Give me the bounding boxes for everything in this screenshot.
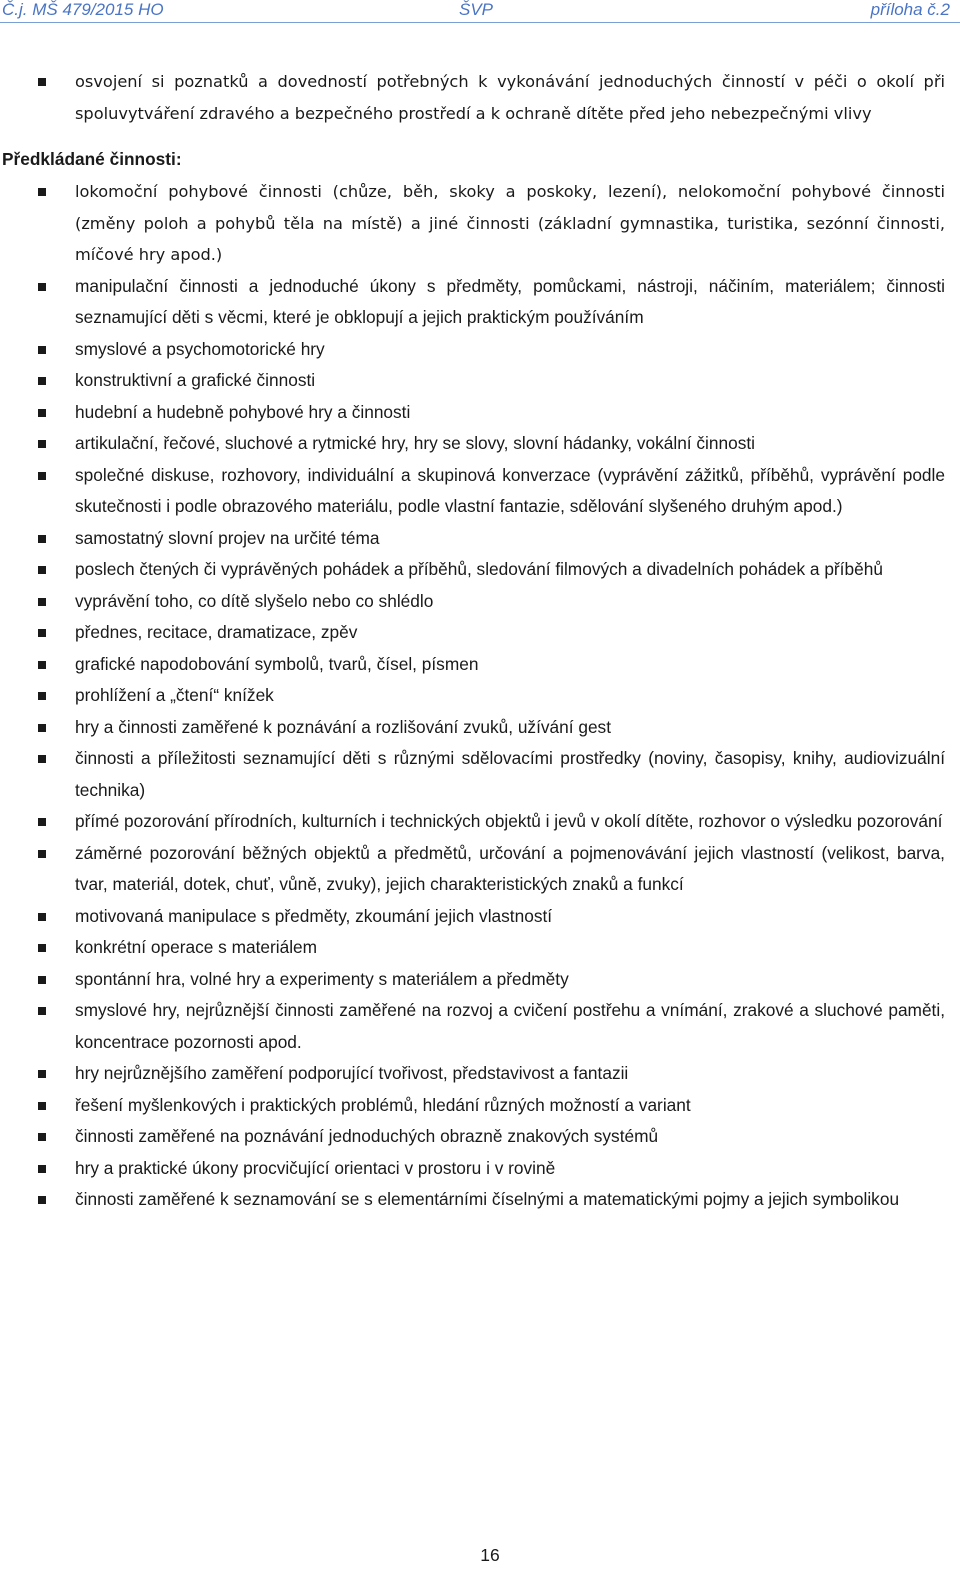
list-item	[0, 397, 945, 429]
square-bullet-icon	[38, 850, 46, 858]
square-bullet-icon	[38, 472, 46, 480]
square-bullet-icon	[38, 724, 46, 732]
list-item-text: činnosti zaměřené na poznávání jednoduchých obrazně znakových systémů	[75, 1126, 659, 1146]
list-item	[0, 1090, 945, 1122]
square-bullet-icon	[38, 346, 46, 354]
list-item-text: osvojení si poznatků a dovedností potřebných k vykonávání jednoduchých činností v péči o okolí při spoluvytváření zdravého a bezpečného prostředí a k ochraně dítěte před jeho nebezpečnými vlivy	[75, 72, 945, 123]
square-bullet-icon	[38, 913, 46, 921]
list-item-text: činnosti zaměřené k seznamování se s elementárními číselnými a matematickými pojmy a jejich symbolikou	[75, 1189, 900, 1209]
list-item	[0, 428, 945, 460]
list-item	[0, 838, 945, 901]
list-item-text: smyslové a psychomotorické hry	[75, 338, 325, 359]
square-bullet-icon	[38, 535, 46, 543]
square-bullet-icon	[38, 598, 46, 606]
list-item	[0, 680, 945, 712]
header-document-code: ŠVP	[459, 0, 494, 19]
square-bullet-icon	[38, 1196, 46, 1204]
list-item	[0, 554, 945, 586]
list-item-text: hudební a hudebně pohybové hry a činnosti	[75, 401, 411, 422]
section-heading: Předkládané činnosti:	[2, 149, 182, 169]
list-item-text: přímé pozorování přírodních, kulturních i technických objektů i jevů v okolí dítěte, rozhovor o výsledku pozorování	[75, 811, 943, 831]
list-item-text: vyprávění toho, co dítě slyšelo nebo co shlédlo	[75, 590, 434, 611]
square-bullet-icon	[38, 944, 46, 952]
page-header	[0, 0, 960, 23]
square-bullet-icon	[38, 692, 46, 700]
square-bullet-icon	[38, 409, 46, 417]
list-item-text: konkrétní operace s materiálem	[75, 937, 318, 957]
list-item	[0, 712, 945, 744]
square-bullet-icon	[38, 566, 46, 574]
list-item-text: řešení myšlenkových i praktických problémů, hledání různých možností a variant	[75, 1094, 691, 1115]
list-item	[0, 649, 945, 681]
list-item-text: činnosti a příležitosti seznamující děti s různými sdělovacími prostředky (noviny, časopisy, knihy, audiovizuální technika)	[75, 748, 945, 800]
activities-list	[0, 176, 960, 1216]
list-item	[0, 806, 945, 838]
list-item-text: lokomoční pohybové činnosti (chůze, běh, skoky a poskoky, lezení), nelokomoční pohybové činnosti (změny poloh a pohybů těla na místě) a jiné činnosti (základní gymnastika, turistika, sezónní činnosti, míčové hry apod.)	[75, 182, 945, 264]
list-item-text: hry nejrůznějšího zaměření podporující tvořivost, představivost a fantazii	[75, 1063, 629, 1083]
square-bullet-icon	[38, 78, 46, 86]
square-bullet-icon	[38, 1007, 46, 1015]
list-item	[0, 932, 945, 964]
list-item-text: artikulační, řečové, sluchové a rytmické hry, hry se slovy, slovní hádanky, vokální činnosti	[75, 433, 756, 453]
goals-list	[0, 66, 960, 129]
page-number: 16	[480, 1545, 500, 1565]
list-item	[0, 617, 945, 649]
header-reference: Č.j. MŠ 479/2015 HO	[2, 0, 164, 19]
list-item	[0, 66, 945, 129]
square-bullet-icon	[38, 377, 46, 385]
square-bullet-icon	[38, 629, 46, 637]
list-item-text: hry a praktické úkony procvičující orientaci v prostoru i v rovině	[75, 1157, 556, 1178]
list-item-text: samostatný slovní projev na určité téma	[75, 527, 380, 548]
list-item	[0, 586, 945, 618]
square-bullet-icon	[38, 440, 46, 448]
square-bullet-icon	[38, 1165, 46, 1173]
list-item	[0, 334, 945, 366]
list-item-text: poslech čtených či vyprávěných pohádek a příběhů, sledování filmových a divadelních pohádek a příběhů	[75, 559, 883, 579]
list-item-text: konstruktivní a grafické činnosti	[75, 370, 316, 390]
square-bullet-icon	[38, 283, 46, 291]
page-content	[0, 66, 960, 1216]
square-bullet-icon	[38, 818, 46, 826]
list-item	[0, 1121, 945, 1153]
list-item	[0, 460, 945, 523]
list-item	[0, 1184, 945, 1216]
list-item-text: motivovaná manipulace s předměty, zkoumání jejich vlastností	[75, 905, 553, 926]
list-item-text: přednes, recitace, dramatizace, zpěv	[75, 622, 358, 642]
square-bullet-icon	[38, 1133, 46, 1141]
list-item	[0, 523, 945, 555]
square-bullet-icon	[38, 661, 46, 669]
list-item	[0, 743, 945, 806]
list-item	[0, 995, 945, 1058]
square-bullet-icon	[38, 976, 46, 984]
square-bullet-icon	[38, 188, 46, 196]
list-item	[0, 176, 945, 271]
list-item-text: společné diskuse, rozhovory, individuální a skupinová konverzace (vyprávění zážitků, příběhů, vyprávění podle skutečnosti i podle obrazového materiálu, podle vlastní fantazie, sdělování slyšeného druhým apod.)	[75, 464, 945, 516]
header-attachment: příloha č.2	[870, 0, 950, 19]
square-bullet-icon	[38, 1070, 46, 1078]
list-item-text: manipulační činnosti a jednoduché úkony s předměty, pomůckami, nástroji, náčiním, materiálem; činnosti seznamující děti s věcmi, které je obklopují a jejich praktickým používáním	[75, 275, 945, 327]
list-item	[0, 1153, 945, 1185]
list-item	[0, 964, 945, 996]
list-item-text: smyslové hry, nejrůznější činnosti zaměřené na rozvoj a cvičení postřehu a vnímání, zrakové a sluchové paměti, koncentrace pozornosti apod.	[75, 1000, 945, 1052]
list-item	[0, 1058, 945, 1090]
square-bullet-icon	[38, 1102, 46, 1110]
list-item	[0, 901, 945, 933]
list-item	[0, 271, 945, 334]
list-item-text: prohlížení a „čtení“ knížek	[75, 685, 274, 705]
list-item-text: záměrné pozorování běžných objektů a předmětů, určování a pojmenovávání jejich vlastností (velikost, barva, tvar, materiál, dotek, chuť, vůně, zvuky), jejich charakteristických znaků a funkcí	[75, 842, 945, 894]
list-item-text: hry a činnosti zaměřené k poznávání a rozlišování zvuků, užívání gest	[75, 716, 611, 737]
list-item-text: grafické napodobování symbolů, tvarů, čísel, písmen	[75, 653, 479, 674]
list-item-text: spontánní hra, volné hry a experimenty s materiálem a předměty	[75, 968, 569, 989]
square-bullet-icon	[38, 755, 46, 763]
list-item	[0, 365, 945, 397]
